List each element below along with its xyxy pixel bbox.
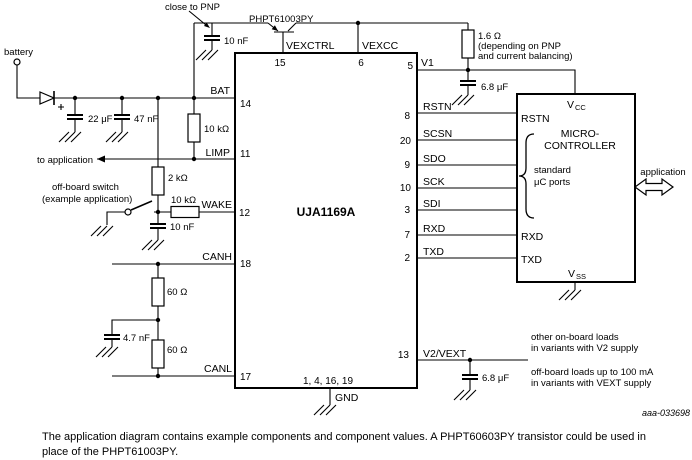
uja1169a-chip-outline [235, 53, 417, 388]
pin-label-v1: V1 [421, 57, 434, 69]
spi-ports-brace [519, 134, 534, 218]
ground-6u8-v1 [452, 95, 474, 105]
res-60-top-label: 60 Ω [167, 287, 188, 298]
pin-label-canh: CANH [202, 251, 232, 263]
pin-num-9: 9 [404, 160, 410, 171]
switch-note-line2: (example application) [42, 194, 133, 205]
ground-6u8-v2 [454, 390, 476, 400]
caption-line1: The application diagram contains example components and component values. A PHPT60603PY transistor could be used in [42, 431, 646, 443]
junction-canl [156, 374, 160, 378]
pin-label-sdo: SDO [423, 153, 446, 165]
cap-10nf-wake-label: 10 nF [170, 222, 195, 233]
junction-vexcc [356, 21, 360, 25]
res-10k-wake-label: 10 kΩ [171, 195, 197, 206]
cap-22uf-label: 22 μF [88, 114, 113, 125]
micro-vss-sub: SS [576, 272, 587, 281]
pin-label-vexctrl: VEXCTRL [286, 40, 335, 52]
pin-label-sck: SCK [423, 176, 445, 188]
pin-label-vexcc: VEXCC [362, 40, 399, 52]
capacitor-6u8-v2 [462, 375, 478, 379]
pin-label-v2vext: V2/VEXT [423, 348, 467, 360]
junction-dots [73, 21, 472, 378]
pin-num-10: 10 [399, 183, 411, 194]
ground-22uf [59, 132, 81, 142]
diode-icon [40, 91, 54, 105]
res-1r6-note2: and current balancing) [478, 51, 573, 62]
ground-4n7 [96, 347, 118, 357]
junction-can-mid [156, 318, 160, 322]
battery-label: battery [4, 47, 34, 58]
resistor-1r6 [462, 30, 474, 58]
cap-6u8-v1-label: 6.8 μF [481, 82, 509, 93]
micro-txd-label: TXD [521, 254, 542, 266]
pin-label-rstn: RSTN [423, 101, 452, 113]
gnd-pin-numbers: 1, 4, 16, 19 [302, 376, 354, 387]
wire-battery-drop [17, 65, 40, 98]
resistor-60-top [152, 278, 164, 306]
res-2k-label: 2 kΩ [168, 173, 188, 184]
labels [4, 2, 690, 458]
application-arrow-icon [635, 179, 673, 195]
pin-label-sdi: SDI [423, 198, 441, 210]
vext-note-line2: in variants with VEXT supply [531, 378, 652, 389]
application-label: application [640, 167, 686, 178]
pin-num-14: 14 [240, 99, 252, 110]
pin-label-bat: BAT [210, 85, 230, 97]
resistor-10k-bat [188, 114, 200, 142]
capacitor-6u8-v1 [460, 81, 476, 85]
junction-47nf [120, 96, 124, 100]
pin-num-5: 5 [407, 61, 413, 72]
chip-name: UJA1169A [296, 205, 356, 219]
ground-chip [314, 405, 336, 415]
junction-v1 [466, 68, 470, 72]
micro-vcc-label: V [567, 99, 575, 111]
cap-6u8-v2-label: 6.8 μF [482, 373, 510, 384]
micro-rstn-label: RSTN [521, 113, 550, 125]
capacitor-10nf-pnp [204, 36, 220, 40]
junction-rail-bat [192, 96, 196, 100]
cap-4n7-label: 4.7 nF [123, 333, 150, 344]
to-application-arrowhead [97, 156, 105, 163]
pin-label-scsn: SCSN [423, 128, 453, 140]
pin-num-7: 7 [404, 230, 410, 241]
gnd-pin-label: GND [335, 392, 359, 404]
micro-rxd-label: RXD [521, 231, 544, 243]
close-to-pnp-label: close to PNP [165, 2, 220, 13]
vext-note-line1: off-board loads up to 100 mA [531, 367, 654, 378]
junction-22uf [73, 96, 77, 100]
wire-switch-gnd [107, 212, 125, 225]
pin-num-18: 18 [240, 259, 252, 270]
res-10k-bat-label: 10 kΩ [204, 124, 230, 135]
ground-vss [559, 290, 581, 300]
pin-label-canl: CANL [203, 363, 232, 375]
pin-num-17: 17 [240, 372, 252, 383]
pnp-part-label: PHPT61003PY [249, 14, 314, 25]
pin-num-11: 11 [240, 149, 251, 160]
resistor-60-bot [152, 340, 164, 368]
capacitor-22uf [58, 104, 83, 119]
pin-label-wake: WAKE [201, 199, 232, 211]
junction-limp [192, 157, 196, 161]
pin-num-2: 2 [404, 253, 410, 264]
res-1r6-label: 1.6 Ω [478, 31, 501, 42]
pin-label-txd: TXD [423, 246, 444, 258]
pin-num-13: 13 [397, 350, 409, 361]
v2-note-line2: in variants with V2 supply [531, 343, 639, 354]
v2-note-line1: other on-board loads [531, 332, 619, 343]
battery-terminal [14, 59, 20, 65]
micro-ports-line1: standard [534, 165, 571, 176]
junction-v2 [468, 358, 472, 362]
pin-label-rxd: RXD [423, 223, 446, 235]
cap-47nf-label: 47 nF [134, 114, 159, 125]
micro-name-line1: MICRO- [560, 128, 600, 140]
ground-wake-cap [142, 240, 164, 250]
pin-num-8: 8 [404, 111, 410, 122]
pin-label-limp: LIMP [205, 147, 230, 159]
pin-num-6: 6 [358, 58, 364, 69]
pin-num-3: 3 [404, 205, 410, 216]
res-1r6-note1: (depending on PNP [478, 41, 561, 52]
junction-2k-bat [156, 96, 160, 100]
micro-ports-line2: μC ports [534, 177, 571, 188]
micro-name-line2: CONTROLLER [544, 140, 616, 152]
resistor-10k-wake [171, 207, 199, 218]
capacitor-4n7 [104, 335, 120, 339]
cap-10nf-pnp-label: 10 nF [224, 36, 249, 47]
ground-pnp-cap [196, 50, 218, 60]
junction-canh [156, 262, 160, 266]
pin-num-15: 15 [274, 58, 286, 69]
ground-47nf [106, 132, 128, 142]
pin-num-12: 12 [239, 208, 251, 219]
junction-wake [156, 210, 160, 214]
figure-id-watermark: aaa-033698 [641, 408, 690, 418]
switch-note-line1: off-board switch [52, 182, 119, 193]
caption-line2: place of the PHPT61003PY. [42, 446, 179, 458]
ground-switch [91, 226, 113, 236]
res-60-bot-label: 60 Ω [167, 345, 188, 356]
capacitor-47nf [114, 115, 130, 119]
micro-vss-label: V [568, 268, 576, 280]
capacitor-10nf-wake [150, 224, 166, 228]
micro-vcc-sub: CC [575, 103, 586, 112]
resistor-2k [152, 167, 164, 195]
pin-num-20: 20 [399, 136, 411, 147]
to-application-label: to application [37, 155, 93, 166]
